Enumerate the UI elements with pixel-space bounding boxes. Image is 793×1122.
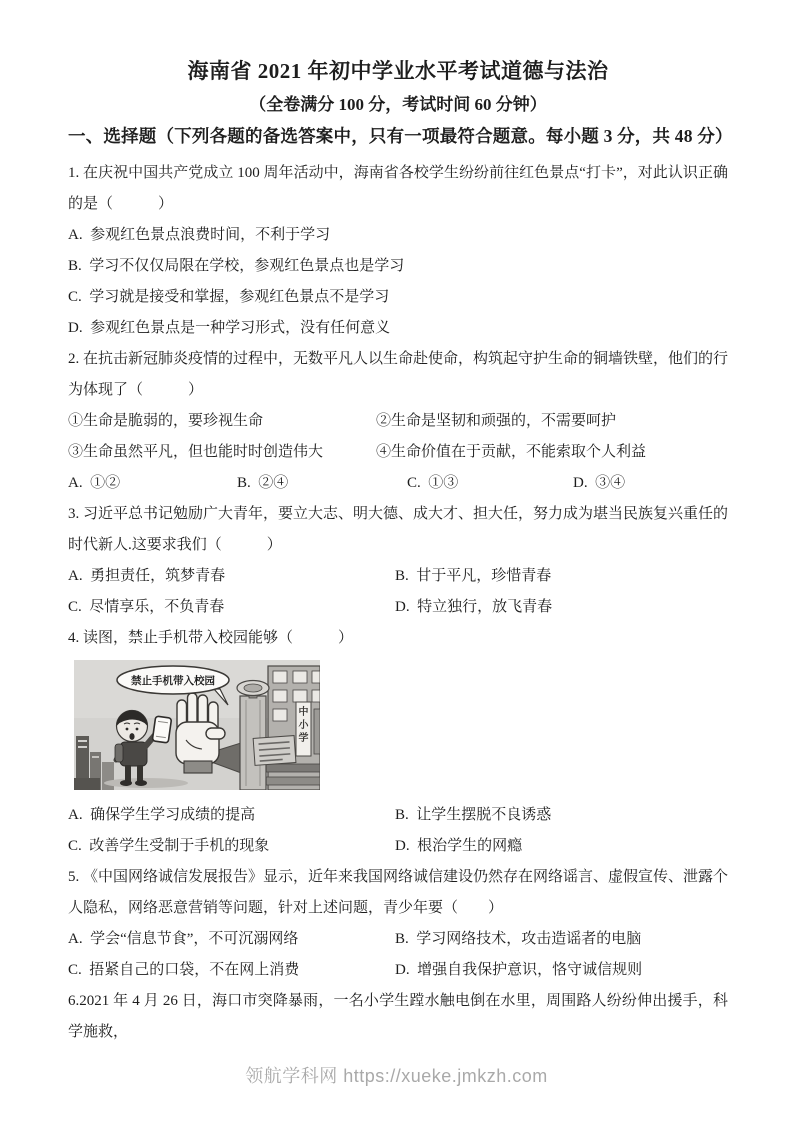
- question-3-option-c: C. 尽情享乐，不负青春: [68, 599, 225, 615]
- question-6: [68, 986, 728, 1048]
- question-2: [68, 344, 728, 499]
- gate-pillar: [237, 681, 269, 791]
- question-1: [68, 158, 728, 344]
- question-5-stem: 5. 《中国网络诚信发展报告》显示，近年来我国网络诚信建设仍然存在网络谣言、虚假宣传、泄露个人隐私，网络恶意营销等问题，针对上述问题，青少年要（ ）: [68, 869, 729, 916]
- surprised-mouth: [129, 733, 134, 740]
- question-4-figure: [74, 660, 320, 790]
- question-2-item-2: ②生命是坚韧和顽强的，不需要呵护: [376, 413, 617, 429]
- question-4-options: [68, 800, 728, 862]
- question-3: [68, 499, 728, 623]
- question-2-option-b: B. ②④: [237, 475, 289, 491]
- question-4-stem: 4. 读图，禁止手机带入校园能够（ ）: [68, 630, 354, 646]
- question-2-item-3: ③生命虽然平凡，但也能时时创造伟大: [68, 444, 324, 460]
- question-1-stem: 1. 在庆祝中国共产党成立 100 周年活动中，海南省各校学生纷纷前往红色景点“打卡”，对此认识正确的是（ ）: [68, 165, 728, 212]
- question-4-option-d: D. 根治学生的网瘾: [395, 838, 523, 854]
- exam-title: 海南省 2021 年初中学业水平考试道德与法治: [187, 59, 609, 83]
- notice-board: [253, 736, 296, 766]
- question-2-items: [68, 406, 728, 468]
- question-4-option-b: B. 让学生摆脱不良诱惑: [395, 807, 552, 823]
- question-1-option-c: C. 学习就是接受和掌握，参观红色景点不是学习: [68, 289, 390, 305]
- speech-bubble-text: 禁止手机带入校园: [131, 676, 215, 687]
- exam-subtitle: （全卷满分 100 分，考试时间 60 分钟）: [249, 95, 547, 114]
- backpack: [115, 744, 123, 762]
- question-3-options: [68, 561, 728, 623]
- question-3-stem: 3. 习近平总书记勉励广大青年，要立大志、明大德、成大才、担大任，努力成为堪当民族复兴重任的时代新人.这要求我们（ ）: [68, 506, 729, 553]
- question-2-stem: 2. 在抗击新冠肺炎疫情的过程中，无数平凡人以生命赴使命，构筑起守护生命的铜墙铁壁，他们的行为体现了（ ）: [68, 351, 729, 398]
- school-sign: [296, 702, 311, 756]
- question-4: [68, 623, 728, 862]
- watermark: 领航学科网 https://xueke.jmkzh.com: [245, 1066, 548, 1086]
- question-2-option-c: C. ①③: [407, 475, 459, 491]
- question-1-option-d: D. 参观红色景点是一种学习形式，没有任何意义: [68, 320, 391, 336]
- school-sign-text: 中小学: [298, 707, 309, 744]
- question-5-option-b: B. 学习网络技术，攻击造谣者的电脑: [395, 931, 642, 947]
- question-3-option-b: B. 甘于平凡，珍惜青春: [395, 568, 552, 584]
- question-4-option-c: C. 改善学生受制于手机的现象: [68, 838, 270, 854]
- section-heading: 一、选择题（下列各题的备选答案中，只有一项最符合题意。每小题 3 分，共 48 分）: [68, 126, 733, 146]
- question-5-option-a: A. 学会“信息节食”，不可沉溺网络: [68, 931, 299, 947]
- question-4-option-a: A. 确保学生学习成绩的提高: [68, 807, 256, 823]
- question-2-item-1: ①生命是脆弱的，要珍视生命: [68, 413, 264, 429]
- question-5: [68, 862, 728, 986]
- question-2-options: [68, 468, 728, 499]
- question-2-option-d: D. ③④: [573, 475, 626, 491]
- question-1-option-b: B. 学习不仅仅局限在学校，参观红色景点也是学习: [68, 258, 405, 274]
- question-2-option-a: A. ①②: [68, 475, 121, 491]
- question-5-option-d: D. 增强自我保护意识，恪守诚信规则: [395, 962, 643, 978]
- student-head: [117, 711, 148, 742]
- question-2-item-4: ④生命价值在于贡献，不能索取个人利益: [376, 444, 647, 460]
- phone-icon: [152, 716, 171, 743]
- cartoon-no-phones-figure: [74, 660, 320, 790]
- question-5-options: [68, 924, 728, 986]
- question-3-option-d: D. 特立独行，放飞青春: [395, 599, 553, 615]
- question-1-option-a: A. 参观红色景点浪费时间，不利于学习: [68, 227, 331, 243]
- question-5-option-c: C. 捂紧自己的口袋，不在网上消费: [68, 962, 300, 978]
- question-3-option-a: A. 勇担责任，筑梦青春: [68, 568, 226, 584]
- page-content: [68, 56, 733, 1048]
- question-6-stem: 6.2021 年 4 月 26 日，海口市突降暴雨，一名小学生蹚水触电倒在水里，周围路人纷纷伸出援手，科学施救，: [68, 993, 728, 1040]
